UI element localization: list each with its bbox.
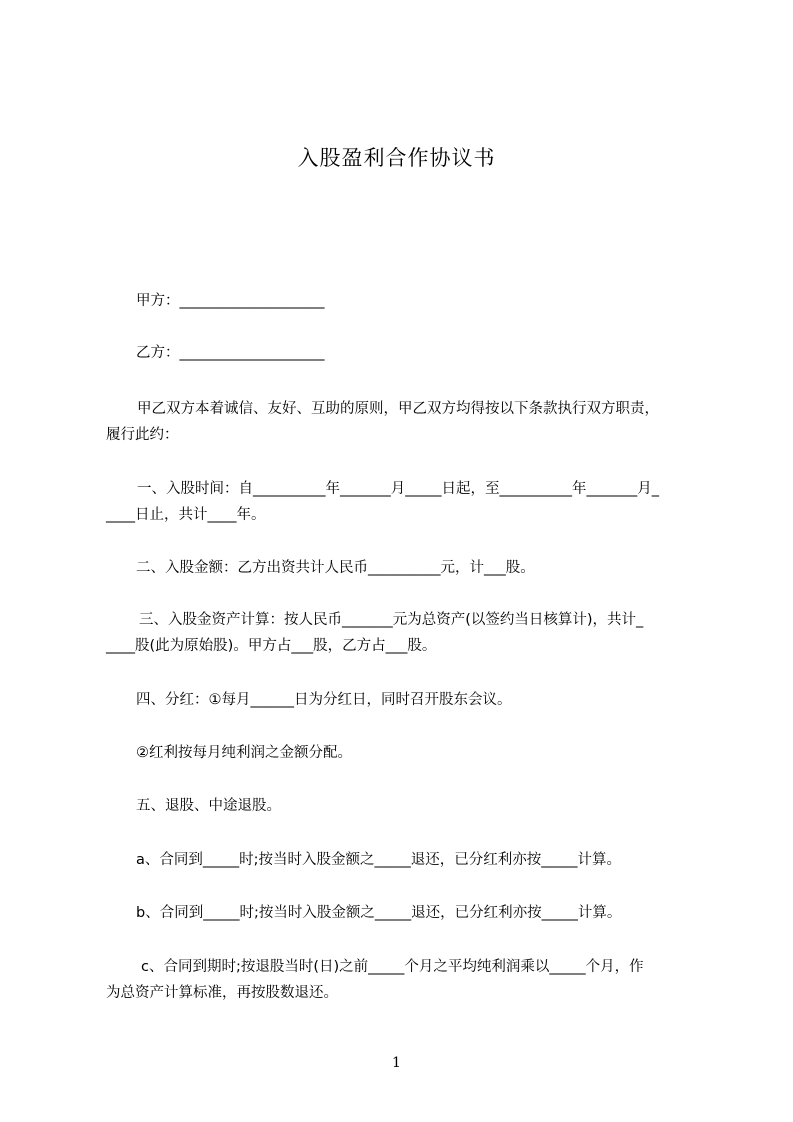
page-number: 1 — [392, 1055, 401, 1071]
clause-5-c-line-1: c、合同到期时;按退股当时(日)之前_____个月之平均纯利润乘以_____个月，作 — [141, 959, 644, 975]
clause-1-line-2: ____日止，共计____年。 — [106, 507, 266, 523]
intro-line-2: 履行此约： — [106, 427, 179, 443]
clause-1-line-1: 一、入股时间：自__________年_______月_____日起，至__________年_______月_ — [137, 481, 659, 497]
clause-1-paragraph — [106, 476, 706, 528]
intro-paragraph — [106, 396, 706, 448]
clause-4-sub-line: ②红利按每月纯利润之金额分配。 — [136, 745, 352, 761]
clause-5-c-paragraph — [106, 954, 706, 1006]
clause-5-c-line-2: 为总资产计算标准，再按股数退还。 — [106, 985, 338, 1001]
clause-3-paragraph — [106, 607, 706, 659]
clause-5-b-line: b、合同到_____时;按当时入股金额之_____退还，已分红利亦按_____计算。 — [136, 905, 622, 921]
clause-3-line-1: 三、入股金资产计算：按人民币_______元为总资产(以签约当日核算计)，共计_ — [139, 612, 644, 628]
clause-3-line-2: ____股(此为原始股)。甲方占___股，乙方占___股。 — [106, 638, 437, 654]
clause-4-line: 四、分红：①每月______日为分红日，同时召开股东会议。 — [136, 692, 512, 708]
party-a-line: 甲方：____________________ — [136, 293, 325, 309]
clause-2-line: 二、入股金额：乙方出资共计人民币__________元，计___股。 — [136, 560, 535, 576]
clause-5-line: 五、退股、中途退股。 — [136, 798, 281, 814]
clause-5-a-line: a、合同到_____时;按当时入股金额之_____退还，已分红利亦按_____计算。 — [136, 852, 622, 868]
intro-line-1: 甲乙双方本着诚信、友好、互助的原则，甲乙双方均得按以下条款执行双方职责， — [137, 401, 659, 417]
party-b-line: 乙方：____________________ — [136, 345, 325, 361]
document-title: 入股盈利合作协议书 — [297, 146, 496, 170]
